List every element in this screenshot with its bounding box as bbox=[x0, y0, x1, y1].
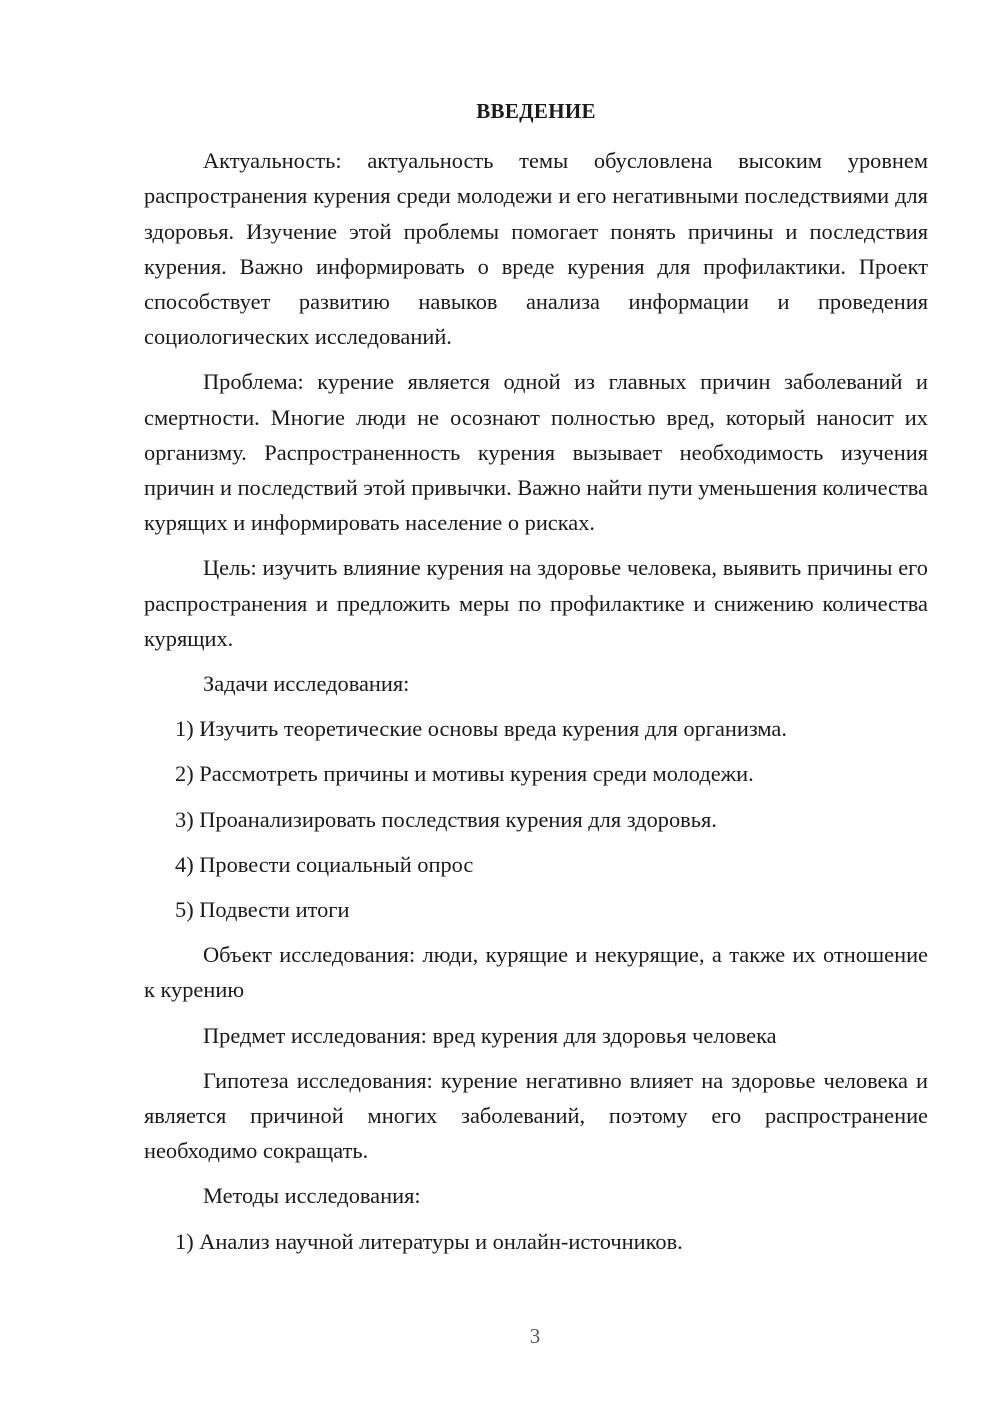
methods-title: Методы исследования: bbox=[203, 1183, 421, 1209]
relevance-paragraph: Актуальность: актуальность темы обусловлена высоким уровнем распространения курения среди молодежи и его негативными последствиями для здоровья. Изучение этой проблемы помогает понять причины и последствия курения. Важно информировать о вреде курения для профилактики. Проект способствует развитию навыков анализа информации и проведения социологических исследований. bbox=[144, 148, 928, 350]
task-item: 1) Изучить теоретические основы вреда курения для организма. bbox=[175, 716, 787, 742]
section-heading: ВВЕДЕНИЕ bbox=[476, 99, 596, 123]
methods-list bbox=[144, 1224, 928, 1259]
method-item: 1) Анализ научной литературы и онлайн-источников. bbox=[175, 1228, 683, 1254]
task-item: 5) Подвести итоги bbox=[175, 897, 350, 923]
page-content bbox=[144, 94, 928, 1269]
problem-paragraph: Проблема: курение является одной из главных причин заболеваний и смертности. Многие люди не осознают полностью вред, который наносит их организму. Распространенность курения вызывает необходимость изучения причин и последствий этой привычки. Важно найти пути уменьшения количества курящих и информировать население о рисках. bbox=[144, 369, 928, 536]
tasks-list bbox=[144, 711, 928, 927]
task-item: 3) Проанализировать последствия курения для здоровья. bbox=[175, 806, 717, 832]
goal-paragraph: Цель: изучить влияние курения на здоровье человека, выявить причины его распространения и предложить меры по профилактике и снижению количества курящих. bbox=[144, 555, 928, 651]
task-item: 2) Рассмотреть причины и мотивы курения среди молодежи. bbox=[175, 761, 754, 787]
subject-paragraph: Предмет исследования: вред курения для здоровья человека bbox=[203, 1022, 777, 1048]
object-paragraph: Объект исследования: люди, курящие и некурящие, а также их отношение к курению bbox=[144, 942, 928, 1003]
hypothesis-paragraph: Гипотеза исследования: курение негативно влияет на здоровье человека и является причиной многих заболеваний, поэтому его распространение необходимо сокращать. bbox=[144, 1067, 928, 1164]
task-item: 4) Провести социальный опрос bbox=[175, 851, 474, 877]
page-number: 3 bbox=[529, 1324, 541, 1348]
tasks-title: Задачи исследования: bbox=[203, 671, 410, 697]
